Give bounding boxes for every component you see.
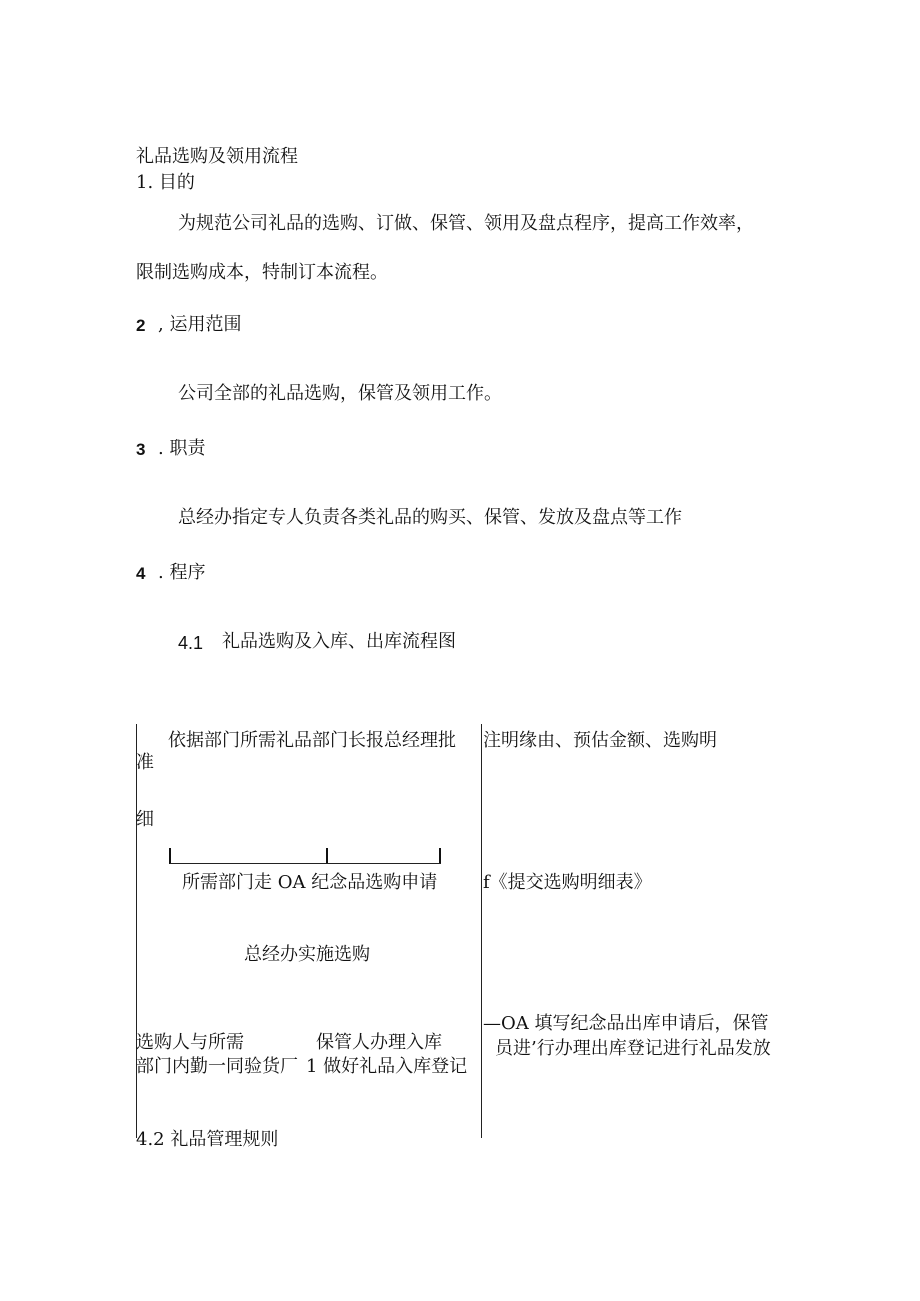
flow-connector-line	[170, 863, 441, 864]
section-3-paragraph: 总经办指定专人负责各类礼品的购买、保管、发放及盘点等工作	[178, 507, 682, 528]
cut-off-heading-clip	[136, 1128, 336, 1150]
section-3-number: 3	[136, 440, 146, 459]
flow-note-1: 注明缘由、预估金额、选购明	[483, 730, 717, 751]
section-1-paragraph-line-1: 为规范公司礼品的选购、订做、保管、领用及盘点程序，提高工作效率，	[178, 213, 754, 234]
section-4-heading: . 程序	[158, 562, 206, 583]
flow-step-4b-line-2: 1 做好礼品入库登记	[306, 1056, 468, 1077]
section-2-number: 2	[136, 316, 146, 335]
section-4-2-heading-cut: 4.2 礼品管理规则	[136, 1129, 279, 1150]
section-4-number: 4	[136, 564, 146, 583]
document-title: 礼品选购及领用流程	[136, 146, 298, 167]
flow-step-3: 总经办实施选购	[244, 944, 370, 965]
flow-step-1-line-1: 依据部门所需礼品部门长报总经理批	[168, 730, 456, 751]
flow-step-4b-line-1: 保管人办理入库	[316, 1032, 442, 1053]
section-1-heading: 1. 目的	[136, 172, 195, 193]
flow-note-3-line-2: 员进’行办理出库登记进行礼品发放	[495, 1038, 771, 1059]
flow-step-4a-line-1: 选购人与所需	[136, 1032, 244, 1053]
section-2-heading: , 运用范围	[158, 314, 242, 335]
section-3-heading: . 职责	[158, 438, 206, 459]
flow-step-1-line-2: 准	[136, 752, 154, 773]
flow-step-1-continuation: 细	[136, 809, 154, 830]
flow-tick-right	[439, 848, 441, 864]
section-1-paragraph-line-2: 限制选购成本，特制订本流程。	[136, 262, 388, 283]
section-2-paragraph: 公司全部的礼品选购，保管及领用工作。	[178, 383, 502, 404]
flowchart-column-divider	[481, 724, 482, 1138]
flow-step-4a-line-2: 部门内勤一同验货厂	[136, 1056, 298, 1077]
flow-note-3-line-1: —OA 填写纪念品出库申请后，保管	[483, 1013, 769, 1034]
flow-tick-middle	[326, 848, 328, 864]
flow-step-2: 所需部门走 OA 纪念品选购申请	[182, 872, 438, 893]
section-4-1-number: 4.1	[178, 633, 204, 653]
flow-note-2: f《提交选购明细表》	[483, 872, 652, 893]
section-4-1-heading: 礼品选购及入库、出库流程图	[222, 631, 456, 652]
flow-tick-left	[169, 848, 171, 864]
